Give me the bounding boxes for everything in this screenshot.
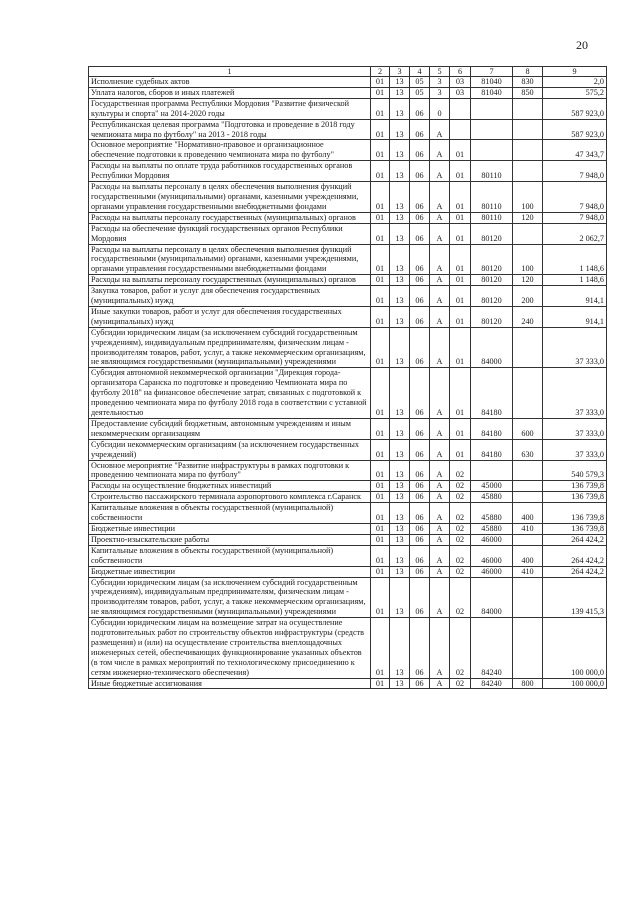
direction-code-cell: 80120	[471, 306, 513, 327]
activity-code-cell: 01	[450, 418, 471, 439]
program-code-cell: 06	[410, 368, 430, 419]
amount-cell: 7 948,0	[543, 161, 607, 182]
row-name-cell: Иные закупки товаров, работ и услуг для обеспечения государственных (муниципальных) нужд	[89, 306, 371, 327]
direction-code-cell: 80120	[471, 275, 513, 286]
row-name-cell: Расходы на осуществление бюджетных инвестиций	[89, 481, 371, 492]
program-code-cell: 06	[410, 618, 430, 678]
table-row	[89, 545, 607, 566]
section-code-cell: 01	[371, 98, 390, 119]
subprogram-code-cell: А	[430, 577, 450, 618]
expense-type-cell: 830	[513, 77, 543, 88]
subsection-code-cell: 13	[390, 534, 410, 545]
amount-cell: 100 000,0	[543, 618, 607, 678]
direction-code-cell	[471, 460, 513, 481]
activity-code-cell: 02	[450, 545, 471, 566]
table-row	[89, 119, 607, 140]
table-row	[89, 87, 607, 98]
amount-cell: 37 333,0	[543, 418, 607, 439]
amount-cell: 914,1	[543, 306, 607, 327]
subprogram-code-cell: А	[430, 275, 450, 286]
row-name-cell: Предоставление субсидий бюджетным, автономным учреждениям и иным некоммерческим организациям	[89, 418, 371, 439]
program-code-cell: 06	[410, 534, 430, 545]
subprogram-code-cell: А	[430, 460, 450, 481]
activity-code-cell: 02	[450, 534, 471, 545]
program-code-cell: 06	[410, 566, 430, 577]
program-code-cell: 06	[410, 140, 430, 161]
section-code-cell: 01	[371, 618, 390, 678]
table-row	[89, 327, 607, 368]
row-name-cell: Государственная программа Республики Мордовия "Развитие физической культуры и спорта" на 2014-2020 годы	[89, 98, 371, 119]
expense-type-cell: 100	[513, 244, 543, 275]
header-cell: 6	[450, 67, 471, 77]
program-code-cell: 06	[410, 244, 430, 275]
table-row	[89, 182, 607, 213]
table-row	[89, 618, 607, 678]
subprogram-code-cell: А	[430, 439, 450, 460]
program-code-cell: 06	[410, 286, 430, 307]
table-row	[89, 523, 607, 534]
amount-cell: 136 739,8	[543, 503, 607, 524]
row-name-cell: Республиканская целевая программа "Подготовка и проведение в 2018 году чемпионата мира по футболу" на 2013 - 2018 годы	[89, 119, 371, 140]
row-name-cell: Основное мероприятие "Нормативно-правовое и организационное обеспечение подготовки к проведению чемпионата мира по футболу"	[89, 140, 371, 161]
subsection-code-cell: 13	[390, 503, 410, 524]
amount-cell: 1 148,6	[543, 244, 607, 275]
direction-code-cell: 81040	[471, 87, 513, 98]
expense-type-cell: 120	[513, 212, 543, 223]
row-name-cell: Расходы на выплаты по оплате труда работников государственных органов Республики Мордовия	[89, 161, 371, 182]
section-code-cell: 01	[371, 534, 390, 545]
direction-code-cell: 45880	[471, 503, 513, 524]
subprogram-code-cell: А	[430, 306, 450, 327]
section-code-cell: 01	[371, 87, 390, 98]
subprogram-code-cell: А	[430, 618, 450, 678]
program-code-cell: 06	[410, 460, 430, 481]
expense-type-cell: 100	[513, 182, 543, 213]
amount-cell: 264 424,2	[543, 534, 607, 545]
direction-code-cell: 80110	[471, 161, 513, 182]
activity-code-cell: 01	[450, 140, 471, 161]
header-cell: 2	[371, 67, 390, 77]
subprogram-code-cell: 3	[430, 87, 450, 98]
activity-code-cell: 03	[450, 77, 471, 88]
section-code-cell: 01	[371, 439, 390, 460]
activity-code-cell: 01	[450, 223, 471, 244]
subsection-code-cell: 13	[390, 545, 410, 566]
direction-code-cell: 45880	[471, 492, 513, 503]
header-cell: 3	[390, 67, 410, 77]
subprogram-code-cell: А	[430, 566, 450, 577]
section-code-cell: 01	[371, 492, 390, 503]
subsection-code-cell: 13	[390, 286, 410, 307]
subsection-code-cell: 13	[390, 212, 410, 223]
amount-cell: 914,1	[543, 286, 607, 307]
section-code-cell: 01	[371, 77, 390, 88]
program-code-cell: 06	[410, 223, 430, 244]
row-name-cell: Бюджетные инвестиции	[89, 523, 371, 534]
section-code-cell: 01	[371, 678, 390, 689]
subprogram-code-cell: А	[430, 492, 450, 503]
amount-cell: 264 424,2	[543, 566, 607, 577]
amount-cell: 37 333,0	[543, 439, 607, 460]
direction-code-cell	[471, 119, 513, 140]
amount-cell: 7 948,0	[543, 182, 607, 213]
expense-type-cell: 850	[513, 87, 543, 98]
direction-code-cell: 84000	[471, 327, 513, 368]
expense-type-cell	[513, 368, 543, 419]
section-code-cell: 01	[371, 286, 390, 307]
section-code-cell: 01	[371, 212, 390, 223]
activity-code-cell: 02	[450, 523, 471, 534]
row-name-cell: Расходы на выплаты персоналу государственных (муниципальных) органов	[89, 275, 371, 286]
section-code-cell: 01	[371, 503, 390, 524]
row-name-cell: Субсидии юридическим лицам на возмещение затрат на осуществление подготовительных работ по строительству объектов инфраструктуры (средств размещения) и (или) на осуществление строительства внеплощадочных инженерных сетей, обеспечивающих функционирование указанных объектов (в том числе в рамках мероприятий по технологическому присоединению к сетям инженерно-технического обеспечения)	[89, 618, 371, 678]
subprogram-code-cell: А	[430, 212, 450, 223]
direction-code-cell: 80120	[471, 244, 513, 275]
section-code-cell: 01	[371, 523, 390, 534]
table-row	[89, 212, 607, 223]
expense-type-cell	[513, 119, 543, 140]
section-code-cell: 01	[371, 140, 390, 161]
direction-code-cell: 84000	[471, 577, 513, 618]
section-code-cell: 01	[371, 545, 390, 566]
direction-code-cell: 46000	[471, 566, 513, 577]
program-code-cell: 06	[410, 503, 430, 524]
program-code-cell: 06	[410, 481, 430, 492]
amount-cell: 136 739,8	[543, 481, 607, 492]
header-cell: 8	[513, 67, 543, 77]
subsection-code-cell: 13	[390, 119, 410, 140]
subsection-code-cell: 13	[390, 460, 410, 481]
header-cell: 9	[543, 67, 607, 77]
subsection-code-cell: 13	[390, 566, 410, 577]
activity-code-cell: 02	[450, 577, 471, 618]
subsection-code-cell: 13	[390, 523, 410, 534]
row-name-cell: Основное мероприятие "Развитие инфраструктуры в рамках подготовки к проведению чемпионата мира по футболу"	[89, 460, 371, 481]
section-code-cell: 01	[371, 481, 390, 492]
activity-code-cell: 01	[450, 327, 471, 368]
table-row	[89, 492, 607, 503]
subsection-code-cell: 13	[390, 182, 410, 213]
subsection-code-cell: 13	[390, 368, 410, 419]
amount-cell: 136 739,8	[543, 492, 607, 503]
table-row	[89, 534, 607, 545]
expense-type-cell	[513, 161, 543, 182]
direction-code-cell: 45880	[471, 523, 513, 534]
row-name-cell: Закупка товаров, работ и услуг для обеспечения государственных (муниципальных) нужд	[89, 286, 371, 307]
expense-type-cell: 800	[513, 678, 543, 689]
subprogram-code-cell: 0	[430, 98, 450, 119]
activity-code-cell: 02	[450, 460, 471, 481]
amount-cell: 136 739,8	[543, 523, 607, 534]
expense-type-cell: 410	[513, 566, 543, 577]
row-name-cell: Исполнение судебных актов	[89, 77, 371, 88]
activity-code-cell	[450, 119, 471, 140]
activity-code-cell	[450, 98, 471, 119]
amount-cell: 47 343,7	[543, 140, 607, 161]
activity-code-cell: 01	[450, 275, 471, 286]
subprogram-code-cell: А	[430, 545, 450, 566]
subprogram-code-cell: А	[430, 223, 450, 244]
program-code-cell: 06	[410, 577, 430, 618]
table-row	[89, 418, 607, 439]
program-code-cell: 06	[410, 523, 430, 534]
header-cell: 4	[410, 67, 430, 77]
expense-type-cell	[513, 618, 543, 678]
activity-code-cell: 02	[450, 492, 471, 503]
activity-code-cell: 01	[450, 244, 471, 275]
expense-type-cell	[513, 534, 543, 545]
direction-code-cell: 84180	[471, 418, 513, 439]
table-row	[89, 244, 607, 275]
amount-cell: 540 579,3	[543, 460, 607, 481]
row-name-cell: Расходы на выплаты персоналу в целях обеспечения выполнения функций государственными (муниципальными) органами, казенными учреждениями, органами управления государственными внебюджетными фондами	[89, 182, 371, 213]
expense-type-cell	[513, 98, 543, 119]
table-row	[89, 460, 607, 481]
subprogram-code-cell: А	[430, 481, 450, 492]
amount-cell: 1 148,6	[543, 275, 607, 286]
activity-code-cell: 02	[450, 618, 471, 678]
row-name-cell: Капитальные вложения в объекты государственной (муниципальной) собственности	[89, 545, 371, 566]
expense-type-cell: 400	[513, 503, 543, 524]
direction-code-cell: 46000	[471, 534, 513, 545]
subprogram-code-cell: А	[430, 286, 450, 307]
section-code-cell: 01	[371, 161, 390, 182]
row-name-cell: Капитальные вложения в объекты государственной (муниципальной) собственности	[89, 503, 371, 524]
subprogram-code-cell: А	[430, 368, 450, 419]
subprogram-code-cell: А	[430, 119, 450, 140]
section-code-cell: 01	[371, 244, 390, 275]
program-code-cell: 06	[410, 98, 430, 119]
section-code-cell: 01	[371, 182, 390, 213]
activity-code-cell: 01	[450, 286, 471, 307]
row-name-cell: Бюджетные инвестиции	[89, 566, 371, 577]
subprogram-code-cell: А	[430, 503, 450, 524]
subprogram-code-cell: 3	[430, 77, 450, 88]
subprogram-code-cell: А	[430, 678, 450, 689]
expense-type-cell	[513, 492, 543, 503]
program-code-cell: 06	[410, 212, 430, 223]
expense-type-cell: 120	[513, 275, 543, 286]
section-code-cell: 01	[371, 368, 390, 419]
amount-cell: 587 923,0	[543, 98, 607, 119]
row-name-cell: Субсидии юридическим лицам (за исключением субсидий государственным учреждениям), индивидуальным предпринимателям, физическим лицам - производителям товаров, работ, услуг, а также некоммерческим организациям, не являющимся государственными (муниципальными) учреждениями	[89, 327, 371, 368]
subsection-code-cell: 13	[390, 77, 410, 88]
section-code-cell: 01	[371, 566, 390, 577]
expense-type-cell	[513, 460, 543, 481]
direction-code-cell: 80120	[471, 286, 513, 307]
page-number: 20	[576, 38, 588, 52]
subsection-code-cell: 13	[390, 577, 410, 618]
activity-code-cell: 01	[450, 212, 471, 223]
table-row	[89, 161, 607, 182]
direction-code-cell: 80120	[471, 223, 513, 244]
header-cell: 7	[471, 67, 513, 77]
row-name-cell: Расходы на выплаты персоналу в целях обеспечения выполнения функций государственными (муниципальными) органами, казенными учреждениями, органами управления государственными внебюджетными фондами	[89, 244, 371, 275]
row-name-cell: Субсидия автономной некоммерческой организации "Дирекция города-организатора Саранска по подготовке и проведению Чемпионата мира по футболу 2018" на финансовое обеспечение затрат, связанных с подготовкой к проведению чемпионата мира по футболу 2018 года в соответствии с уставной деятельностью	[89, 368, 371, 419]
expense-type-cell: 410	[513, 523, 543, 534]
subsection-code-cell: 13	[390, 140, 410, 161]
section-code-cell: 01	[371, 327, 390, 368]
subsection-code-cell: 13	[390, 439, 410, 460]
subprogram-code-cell: А	[430, 140, 450, 161]
section-code-cell: 01	[371, 275, 390, 286]
subsection-code-cell: 13	[390, 327, 410, 368]
activity-code-cell: 03	[450, 87, 471, 98]
expense-type-cell: 630	[513, 439, 543, 460]
table-row	[89, 306, 607, 327]
section-code-cell: 01	[371, 223, 390, 244]
subsection-code-cell: 13	[390, 223, 410, 244]
subprogram-code-cell: А	[430, 534, 450, 545]
program-code-cell: 05	[410, 77, 430, 88]
direction-code-cell: 81040	[471, 77, 513, 88]
table-row	[89, 678, 607, 689]
activity-code-cell: 01	[450, 439, 471, 460]
subsection-code-cell: 13	[390, 678, 410, 689]
amount-cell: 37 333,0	[543, 327, 607, 368]
direction-code-cell: 46000	[471, 545, 513, 566]
table-row	[89, 286, 607, 307]
direction-code-cell: 84180	[471, 439, 513, 460]
subsection-code-cell: 13	[390, 481, 410, 492]
row-name-cell: Расходы на выплаты персоналу государственных (муниципальных) органов	[89, 212, 371, 223]
activity-code-cell: 01	[450, 368, 471, 419]
table-row	[89, 577, 607, 618]
table-row	[89, 275, 607, 286]
subprogram-code-cell: А	[430, 418, 450, 439]
row-name-cell: Расходы на обеспечение функций государственных органов Республики Мордовия	[89, 223, 371, 244]
subprogram-code-cell: А	[430, 182, 450, 213]
expense-type-cell	[513, 223, 543, 244]
activity-code-cell: 02	[450, 481, 471, 492]
direction-code-cell: 80110	[471, 212, 513, 223]
section-code-cell: 01	[371, 418, 390, 439]
direction-code-cell: 80110	[471, 182, 513, 213]
expense-type-cell	[513, 140, 543, 161]
expense-type-cell	[513, 327, 543, 368]
budget-table	[88, 66, 607, 689]
activity-code-cell: 01	[450, 161, 471, 182]
amount-cell: 264 424,2	[543, 545, 607, 566]
subsection-code-cell: 13	[390, 418, 410, 439]
subprogram-code-cell: А	[430, 244, 450, 275]
program-code-cell: 06	[410, 327, 430, 368]
section-code-cell: 01	[371, 306, 390, 327]
expense-type-cell: 400	[513, 545, 543, 566]
expense-type-cell	[513, 481, 543, 492]
row-name-cell: Иные бюджетные ассигнования	[89, 678, 371, 689]
row-name-cell: Строительство пассажирского терминала аэропортового комплекса г.Саранск	[89, 492, 371, 503]
expense-type-cell: 240	[513, 306, 543, 327]
amount-cell: 587 923,0	[543, 119, 607, 140]
activity-code-cell: 02	[450, 566, 471, 577]
direction-code-cell	[471, 98, 513, 119]
program-code-cell: 06	[410, 119, 430, 140]
table-row	[89, 439, 607, 460]
subsection-code-cell: 13	[390, 618, 410, 678]
expense-type-cell: 600	[513, 418, 543, 439]
subsection-code-cell: 13	[390, 87, 410, 98]
subsection-code-cell: 13	[390, 275, 410, 286]
header-cell: 1	[89, 67, 371, 77]
program-code-cell: 06	[410, 161, 430, 182]
activity-code-cell: 02	[450, 678, 471, 689]
section-code-cell: 01	[371, 577, 390, 618]
amount-cell: 2,0	[543, 77, 607, 88]
table-row	[89, 503, 607, 524]
amount-cell: 7 948,0	[543, 212, 607, 223]
subprogram-code-cell: А	[430, 161, 450, 182]
row-name-cell: Проектно-изыскательские работы	[89, 534, 371, 545]
amount-cell: 2 062,7	[543, 223, 607, 244]
row-name-cell: Субсидии юридическим лицам (за исключением субсидий государственным учреждениям), индивидуальным предпринимателям, физическим лицам - производителям товаров, работ, услуг, а также некоммерческим организациям, не являющимся государственными (муниципальными) учреждениями	[89, 577, 371, 618]
amount-cell: 575,2	[543, 87, 607, 98]
direction-code-cell: 45000	[471, 481, 513, 492]
subsection-code-cell: 13	[390, 492, 410, 503]
section-code-cell: 01	[371, 119, 390, 140]
table-header-row	[89, 67, 607, 77]
row-name-cell: Уплата налогов, сборов и иных платежей	[89, 87, 371, 98]
subprogram-code-cell: А	[430, 327, 450, 368]
table-row	[89, 481, 607, 492]
direction-code-cell: 84240	[471, 618, 513, 678]
program-code-cell: 06	[410, 492, 430, 503]
program-code-cell: 06	[410, 678, 430, 689]
subsection-code-cell: 13	[390, 244, 410, 275]
header-cell: 5	[430, 67, 450, 77]
activity-code-cell: 02	[450, 503, 471, 524]
subsection-code-cell: 13	[390, 161, 410, 182]
expense-type-cell	[513, 577, 543, 618]
program-code-cell: 06	[410, 182, 430, 213]
subsection-code-cell: 13	[390, 306, 410, 327]
program-code-cell: 06	[410, 306, 430, 327]
program-code-cell: 06	[410, 418, 430, 439]
table-row	[89, 566, 607, 577]
table-row	[89, 223, 607, 244]
amount-cell: 37 333,0	[543, 368, 607, 419]
program-code-cell: 05	[410, 87, 430, 98]
expense-type-cell: 200	[513, 286, 543, 307]
program-code-cell: 06	[410, 439, 430, 460]
subsection-code-cell: 13	[390, 98, 410, 119]
subprogram-code-cell: А	[430, 523, 450, 534]
table-row	[89, 77, 607, 88]
direction-code-cell	[471, 140, 513, 161]
table-row	[89, 98, 607, 119]
direction-code-cell: 84240	[471, 678, 513, 689]
amount-cell: 139 415,3	[543, 577, 607, 618]
program-code-cell: 06	[410, 275, 430, 286]
table-row	[89, 368, 607, 419]
table-row	[89, 140, 607, 161]
activity-code-cell: 01	[450, 306, 471, 327]
direction-code-cell: 84180	[471, 368, 513, 419]
activity-code-cell: 01	[450, 182, 471, 213]
section-code-cell: 01	[371, 460, 390, 481]
amount-cell: 100 000,0	[543, 678, 607, 689]
program-code-cell: 06	[410, 545, 430, 566]
row-name-cell: Субсидии некоммерческим организациям (за исключением государственных учреждений)	[89, 439, 371, 460]
